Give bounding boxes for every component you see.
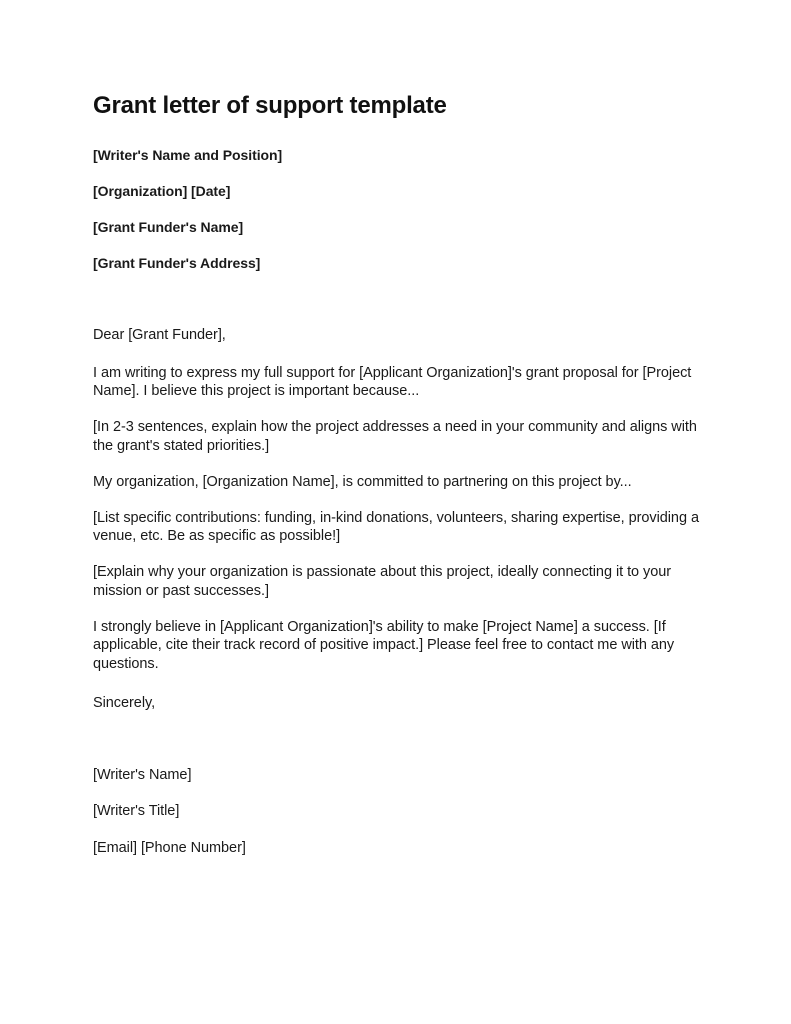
letterhead-organization-date: [Organization] [Date] [93,183,231,199]
body-paragraph-5: [Explain why your organization is passionate about this project, ideally connecting it to your mission or past successes.] [93,564,672,599]
body-paragraph-3: My organization, [Organization Name], is committed to partnering on this project by... [93,473,632,490]
body-paragraph-4: [List specific contributions: funding, in-kind donations, volunteers, sharing expertise, providing a venue, etc. Be as specific as possible!] [93,509,699,544]
letterhead-funder-name: [Grant Funder's Name] [93,219,244,235]
closing-salutation: Sincerely, [93,695,156,711]
letter-body [93,326,699,713]
salutation: Dear [Grant Funder], [93,327,226,343]
signature-writer-name: [Writer's Name] [93,766,192,783]
letterhead-writer-name-position: [Writer's Name and Position] [93,147,283,163]
document-content [93,0,699,857]
letterhead-funder-address: [Grant Funder's Address] [93,255,261,271]
body-paragraph-2: [In 2-3 sentences, explain how the project addresses a need in your community and aligns with the grant's stated priorities.] [93,419,697,454]
signature-block [93,766,699,858]
letterhead-block [93,146,699,272]
signature-writer-title: [Writer's Title] [93,803,180,819]
body-paragraph-1: I am writing to express my full support for [Applicant Organization]'s grant proposal for [Project Name]. I believe this project is important because... [93,364,692,399]
body-paragraph-6: I strongly believe in [Applicant Organization]'s ability to make [Project Name] a success. [If applicable, cite their track record of positive impact.] Please feel free to contact me with any questions. [93,618,675,672]
page-title: Grant letter of support template [93,92,447,119]
signature-contact-info: [Email] [Phone Number] [93,839,246,856]
